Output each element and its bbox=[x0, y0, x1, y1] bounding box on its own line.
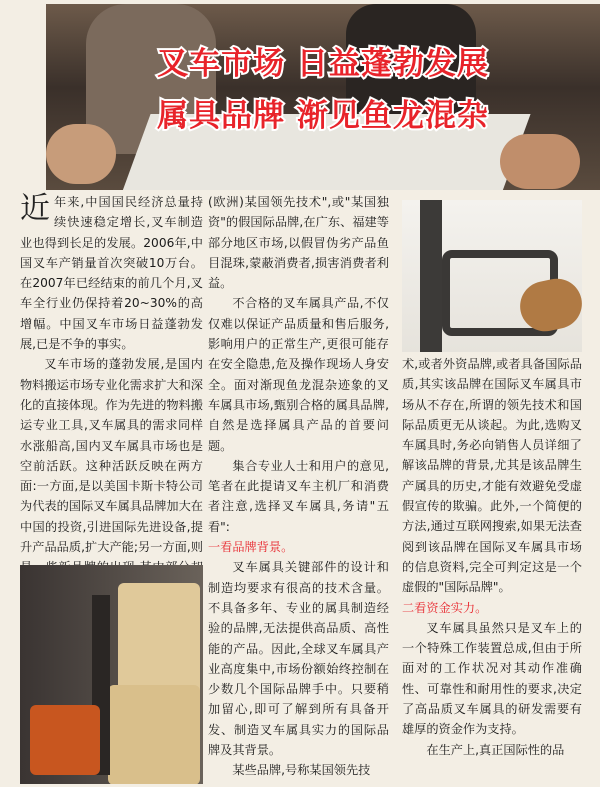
section-heading: 二看资金实力。 bbox=[402, 600, 488, 615]
paragraph: 在生产上,真正国际性的品 bbox=[426, 742, 565, 757]
headline-line-2: 属具品牌 渐见鱼龙混杂 bbox=[157, 98, 489, 134]
paragraph: (欧洲)某国领先技术",或"某国独资"的假国际品牌,在广东、福建等部分地区市场,以假冒伪劣产品鱼目混珠,蒙蔽消费者,损害消费者利益。 bbox=[208, 195, 389, 291]
header-banner-photo bbox=[46, 4, 600, 190]
paragraph: 不合格的叉车属具产品,不仅仅难以保证产品质量和售后服务,影响用户的正常生产,更很可能存在安全隐患,危及操作现场人身安全。面对渐现鱼龙混杂迹象的叉车属具市场,甄别合格的属具品牌,自然是选择属具产品的首要问题。 bbox=[208, 296, 389, 453]
paragraph: 术,或者外资品牌,或者具备国际品质,其实该品牌在国际叉车属具市场从不存在,所谓的领先技术和国际品质更无从谈起。为此,选购叉车属具时,务必向销售人员详细了解该品牌的背景,尤其是该品牌生产属具的历史,才能有效避免受虚假宣传的欺骗。此外,一个简便的方法,通过互联网搜索,如果无法查阅到该品牌在国际叉车属具市场的信息资料,完全可判定这是一个虚假的"国际品牌"。 bbox=[402, 357, 582, 595]
forklift-clamp-photo bbox=[20, 565, 203, 784]
paragraph: 集合专业人士和用户的意见,笔者在此提请叉车主机厂和消费者注意,选择叉车属具,务请"五看": bbox=[208, 458, 389, 534]
forklift-mast bbox=[420, 200, 442, 352]
paragraph: 某些品牌,号称某国领先技 bbox=[232, 763, 371, 778]
article-column-2 bbox=[208, 192, 389, 781]
headline-line-1: 叉车市场 日益蓬勃发展 bbox=[157, 46, 489, 82]
drop-cap: 近 bbox=[20, 191, 50, 226]
banner-hand bbox=[500, 134, 580, 189]
article-column-1 bbox=[20, 192, 203, 598]
clamp-attachment-photo bbox=[402, 200, 582, 352]
paragraph: 年来,中国国民经济总量持续快速稳定增长,叉车制造业也得到长足的发展。2006年,中国叉车产销量首次突破10万台。在2007年已经结束的前几个月,叉车全行业仍保持着20~30%的高增幅。中国叉车市场日益蓬勃发展,已是不争的事实。 bbox=[20, 195, 203, 352]
article-column-3 bbox=[402, 354, 582, 760]
paper-roll bbox=[108, 685, 200, 784]
section-heading: 一看品牌背景。 bbox=[208, 540, 294, 555]
paragraph: 叉车市场的蓬勃发展,是国内物料搬运市场专业化需求扩大和深化的直接体现。作为先进的物料搬运专业工具,叉车属具的需求同样水涨船高,国内叉车属具市场也是空前活跃。这种活跃反映在两方面:一方面,是以美国卡斯卡特公司为代表的国际叉车属具品牌加大在中国的投资,引进国际先进设备,提升产品品质,扩大产能;另一方面,则 bbox=[20, 357, 203, 555]
forklift-body bbox=[30, 705, 100, 775]
paragraph: 叉车属具虽然只是叉车上的一个特殊工作装置总成,但由于所面对的工作状况对其动作准确性、可靠性和耐用性的要求,决定了高品质叉车属具的研发需要有雄厚的资金作为支持。 bbox=[402, 620, 582, 737]
paragraph: 叉车属具关键部件的设计和制造均要求有很高的技术含量。不具备多年、专业的属具制造经验的品牌,无法提供高品质、高性能的产品。因此,全球叉车属具产业高度集中,市场份额始终控制在少数几个国际品牌手中。只要稍加留心,即可了解到所有具备开发、制造叉车属具实力的国际品牌及其背景。 bbox=[208, 560, 389, 758]
